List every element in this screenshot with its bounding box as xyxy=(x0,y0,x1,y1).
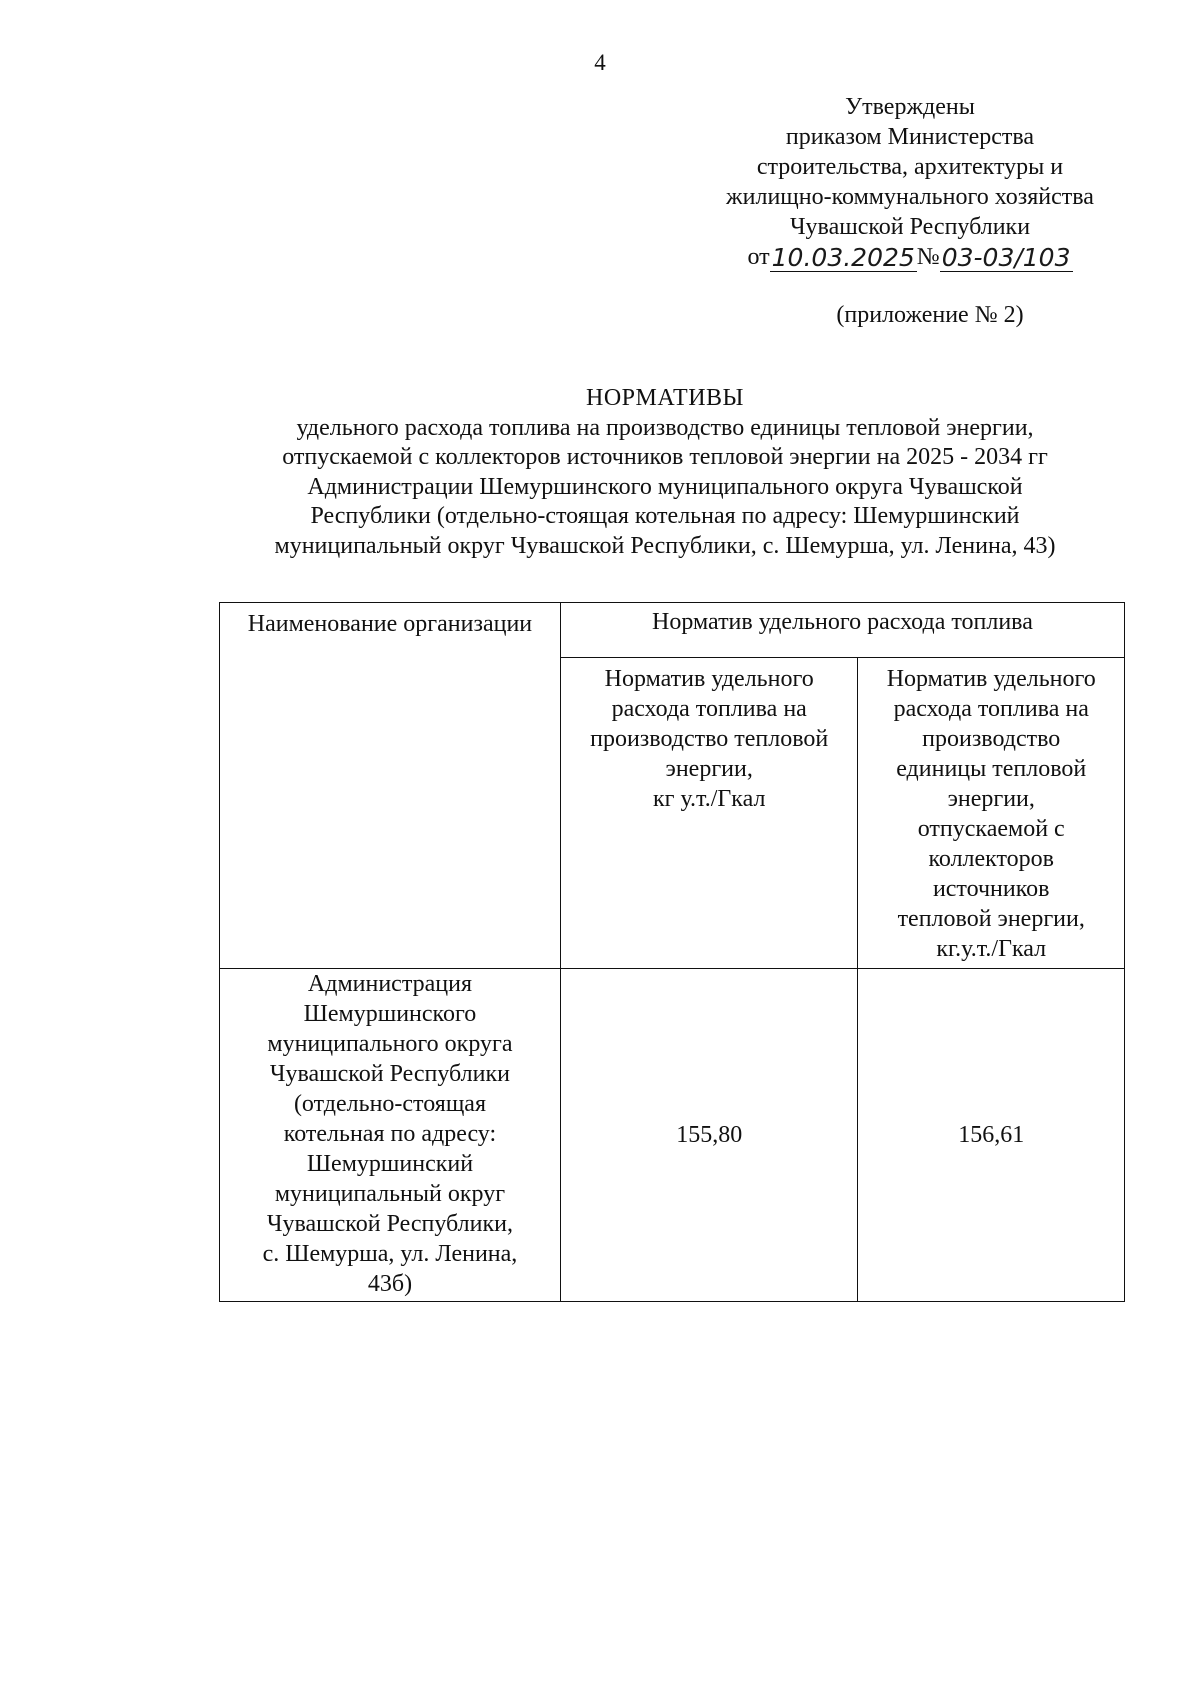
header-line: единицы тепловой xyxy=(896,756,1087,782)
header-line: производство xyxy=(922,726,1061,752)
org-line: с. Шемурша, ул. Ленина, xyxy=(262,1241,518,1267)
value-supply: 156,61 xyxy=(858,969,1125,1302)
document-title xyxy=(200,384,1130,561)
header-line: расхода топлива на xyxy=(611,696,807,722)
header-line: источников xyxy=(932,876,1050,902)
organization-name-cell xyxy=(220,969,561,1302)
title-line: отпускаемой с коллекторов источников тепловой энергии на 2025 - 2034 гг xyxy=(282,444,1048,470)
header-line: коллекторов xyxy=(928,846,1055,872)
title-heading: НОРМАТИВЫ xyxy=(585,385,744,411)
org-line: котельная по адресу: xyxy=(283,1121,497,1147)
header-line: энергии, xyxy=(665,756,753,782)
header-line: расхода топлива на xyxy=(893,696,1089,722)
header-organization: Наименование организации xyxy=(220,603,561,969)
header-line: тепловой энергии, xyxy=(897,906,1085,932)
header-line: кг у.т./Гкал xyxy=(652,786,766,812)
title-line: Администрации Шемуршинского муниципального округа Чувашской xyxy=(307,473,1023,500)
header-norm-production xyxy=(560,658,858,969)
approval-line: приказом Министерства xyxy=(785,124,1035,150)
header-norm-group: Норматив удельного расхода топлива xyxy=(560,603,1124,658)
org-line: Шемуршинского xyxy=(303,1001,477,1027)
org-line: муниципальный округ xyxy=(274,1181,506,1207)
org-line: 43б) xyxy=(367,1271,413,1297)
title-line: Республики (отдельно-стоящая котельная по адресу: Шемуршинский xyxy=(310,503,1020,529)
header-line: Норматив удельного xyxy=(604,666,814,692)
org-line: Чувашской Республики xyxy=(269,1061,510,1087)
order-number: 03-03/103 xyxy=(941,243,1071,272)
approval-line: Чувашской Республики xyxy=(789,214,1031,240)
org-line: муниципального округа xyxy=(267,1031,513,1057)
order-date-number xyxy=(680,242,1140,272)
header-line: Норматив удельного xyxy=(886,666,1096,692)
table-row xyxy=(220,969,1125,1302)
org-line: Администрация xyxy=(307,971,472,997)
appendix-label: (приложение № 2) xyxy=(836,302,1024,328)
value-production: 155,80 xyxy=(560,969,858,1302)
title-line: муниципальный округ Чувашской Республики, с. Шемурша, ул. Ленина, 43) xyxy=(274,532,1056,559)
header-line: отпускаемой с xyxy=(917,816,1065,842)
approval-line: Утверждены xyxy=(845,94,975,120)
header-line: кг.у.т./Гкал xyxy=(936,936,1047,962)
org-line: Чувашской Республики, xyxy=(266,1211,513,1237)
approval-line: жилищно-коммунального хозяйства xyxy=(726,184,1094,210)
norms-table xyxy=(219,602,1125,1302)
header-norm-supply xyxy=(858,658,1125,969)
date-prefix: от xyxy=(747,244,770,270)
approval-block xyxy=(680,92,1140,272)
order-date: 10.03.2025 xyxy=(771,243,915,272)
org-line: (отдельно-стоящая xyxy=(293,1091,486,1117)
org-line: Шемуршинский xyxy=(306,1151,474,1177)
title-line: удельного расхода топлива на производство единицы тепловой энергии, xyxy=(296,414,1034,441)
header-line: производство тепловой xyxy=(590,726,829,752)
page-number: 4 xyxy=(594,50,606,75)
header-line: энергии, xyxy=(947,786,1035,812)
number-prefix: № xyxy=(916,244,940,270)
approval-line: строительства, архитектуры и xyxy=(756,154,1064,180)
